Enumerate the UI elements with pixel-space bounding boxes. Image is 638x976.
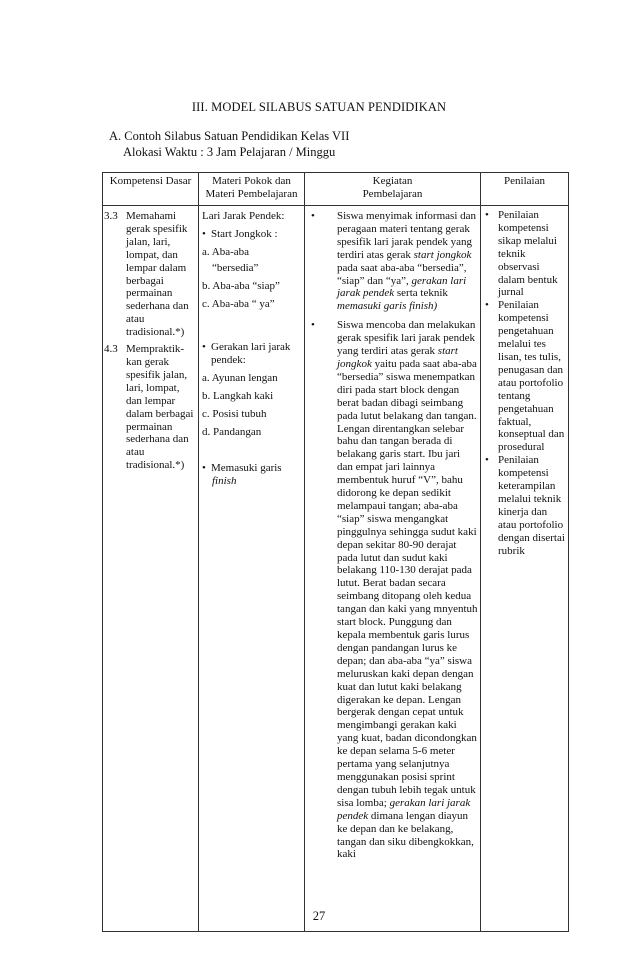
kegiatan-text [337,319,478,861]
page-number: 27 [312,909,326,923]
kegiatan-item [309,319,478,861]
kegiatan-item [309,210,478,313]
table-header-row [103,173,569,206]
kegiatan-italic: start jongkok [413,248,472,261]
cell-kegiatan [305,206,481,932]
kegiatan-text-part: pada saat aba-aba “bersedia”, “siap” dan “ya”, [337,261,467,287]
materi-memasuki: Memasuki garis [211,461,282,474]
bullet-dot: • [485,209,489,221]
materi-finish [202,475,301,488]
kd-number: 4.3 [104,343,118,356]
materi-aba-b: b. Aba-aba “siap” [202,279,280,292]
header-kegiatan-line2: Pembelajaran [362,188,423,200]
kd-text: Memahami gerak spesifik jalan, lari, lompat, dan lempar dalam berbagai permainan sederhana dan atau tradisional.*) [126,210,189,339]
penilaian-item [483,299,566,454]
materi-title: Lari Jarak Pendek: [202,210,285,222]
kegiatan-italic: gerakan lari jarak pendek [337,274,467,300]
penilaian-text: Penilaian kompetensi pengetahuan melalui tes lisan, tes tulis, penugasan dan atau portofolio tentang pengetahuan faktual, konseptual dan prosedural [498,299,565,454]
header-kegiatan [305,173,481,206]
header-materi-line2: Materi Pembelajaran [205,188,298,200]
bullet-dot: • [202,227,206,240]
bullet-dot: • [311,319,315,332]
syllabus-table [102,172,569,932]
materi-aba-a: a. Aba-aba [202,245,250,258]
penilaian-text: Penilaian kompetensi sikap melalui teknik observasi dalam bentuk jurnal [498,209,558,299]
intro-line-time-allocation: Alokasi Waktu : 3 Jam Pelajaran / Minggu [123,145,336,159]
kegiatan-italic: memasuki garis finish) [337,300,438,313]
kegiatan-text-part: Siswa menyimak informasi dan peragaan materi tentang gerak spesifik lari jarak pendek yang terdiri atas gerak [337,210,477,261]
materi-finish-text: finish [212,474,237,487]
materi-ayunan: a. Ayunan lengan [202,372,278,385]
materi-langkah: b. Langkah kaki [202,390,274,403]
materi-bullet [202,462,301,475]
table-row [103,206,569,932]
header-kompetensi-dasar: Kompetensi Dasar [103,173,199,206]
bullet-dot: • [202,461,206,474]
cell-kompetensi-dasar [103,206,199,932]
page-heading: III. MODEL SILABUS SATUAN PENDIDIKAN [191,100,447,114]
header-penilaian: Penilaian [481,173,569,206]
kegiatan-text [337,210,478,313]
header-materi-line1: Materi Pokok dan [212,175,291,187]
kegiatan-text-part: yaitu pada saat aba-aba “bersedia” siswa menempatkan diri pada start block dengan berat badan dibagi seimbang pada lutut belakang dan tangan. Lengan direntangkan selebar bahu dan tangan berada di belakang garis start. Ibu jari dan empat jari lainnya membentuk huruf “V”, bahu didorong ke depan sedikit melampaui tangan; aba-aba “siap” siswa mengangkat pinggulnya sehingga sudut kaki depan sekitar 80-90 derajat pada lutut dan sudut kaki belakang 110-130 derajat pada lutut. Berat badan secara seimbang ditopang oleh kedua tangan dan kaki yang mnyentuh start block. Punggung dan kepala membentuk garis lurus dengan pandangan lurus ke depan; dan aba-aba “ya” siswa meluruskan kaki depan dengan kuat dan lutut kaki belakang digerakan ke depan. Lengan bergerak dengan cepat untuk mengimbangi gerakan kaki yang kuat, badan dicondongkan ke depan selama 5-6 meter pertama yang selanjutnya menggunakan posisi sprint dengan tubuh lebih tegak untuk sisa lomba; [337,357,478,809]
cell-materi [199,206,305,932]
kd-text: Mempraktik-kan gerak spesifik jalan, lari, lompat, dan lempar dalam berbagai permainan sederhana dan atau tradisional.*) [126,343,194,472]
header-materi [199,173,305,206]
bullet-dot: • [202,341,206,354]
bullet-dot: • [311,210,315,222]
materi-start-jongkok: Start Jongkok : [211,227,278,240]
materi-aba-a-cont: “bersedia” [212,261,259,274]
materi-posisi: c. Posisi tubuh [202,408,267,421]
kd-item [103,343,198,472]
kegiatan-italic: gerakan lari jarak pendek [337,796,471,822]
penilaian-item [483,209,566,299]
materi-pandangan: d. Pandangan [202,425,262,438]
materi-bullet [202,341,301,367]
penilaian-text: Penilaian kompetensi keterampilan melalui teknik kinerja dan atau portofolio dengan disertai rubrik [498,454,565,557]
materi-bullet [202,228,301,241]
kegiatan-text-part: Siswa mencoba dan melakukan gerak spesifik lari jarak pendek yang terdiri atas gerak [337,319,476,358]
kegiatan-text-part: serta teknik [394,287,448,300]
materi-gerakan: Gerakan lari jarak pendek: [211,341,291,367]
intro-line-class: A. Contoh Silabus Satuan Pendidikan Kelas VII [109,129,350,143]
header-kegiatan-line1: Kegiatan [372,175,413,187]
bullet-dot: • [485,299,489,312]
kegiatan-italic: start jongkok [337,345,458,370]
materi-aba-c: c. Aba-aba “ ya” [202,297,275,310]
kd-number: 3.3 [104,210,118,222]
kd-item [103,210,198,339]
kegiatan-text-part: dimana lengan diayun ke depan dan ke belakang, tangan dan siku dibengkokkan, kaki [337,809,474,861]
cell-penilaian [481,206,569,932]
penilaian-item [483,454,566,557]
bullet-dot: • [485,454,489,467]
